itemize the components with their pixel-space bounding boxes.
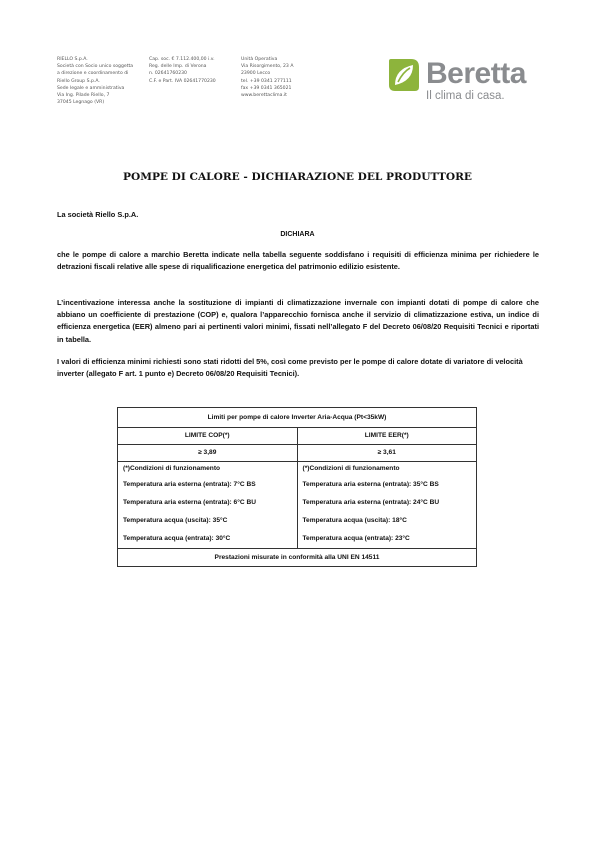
eer-condition: Temperatura acqua (entrata): 23°C (297, 530, 477, 548)
paragraph-incentive: L’incentivazione interessa anche la sostituzione di impianti di climatizzazione invernale con impianti dotati di pompe di calore che abbiano un coefficiente di prestazione (COP) e, qualora l’apparecchio fornisca anche il servizio di climatizzazione estiva, un indice di efficienza energetica (EER) almeno pari ai pertinenti valori minimi, fissati nell’allegato F del Decreto 06/08/20 Requisiti Tecnici e riportati in tabella. (57, 298, 539, 344)
cop-limit-header: LIMITE COP(*) (184, 432, 230, 439)
cop-condition: Temperatura acqua (uscita): 35°C (123, 517, 228, 524)
company-info-column (57, 56, 133, 106)
company-info-line: a direzione e coordinamento di (57, 71, 129, 77)
registration-info-line: Cap. soc. € 7.112.400,00 i.v. (149, 57, 215, 62)
table-header-row (118, 427, 476, 444)
table-row (118, 476, 476, 494)
contact-info-line: 23900 Lecco (241, 71, 271, 77)
eer-limit-header: LIMITE EER(*) (297, 428, 477, 444)
cop-condition: Temperatura aria esterna (entrata): 7°C BS (123, 481, 256, 488)
table-title-row (118, 408, 476, 427)
company-info-line: 37045 Legnago (VR) (57, 100, 105, 106)
company-info-line: Riello Group S.p.A. (57, 78, 100, 84)
conditions-label-row (118, 461, 476, 476)
contact-info-column (241, 56, 293, 99)
cop-condition: Temperatura acqua (entrata): 30°C (123, 535, 231, 542)
registration-info-line: Reg. delle Imp. di Verona (149, 64, 207, 70)
contact-info-line: fax +39 0341 365021 (241, 85, 292, 91)
eer-limit-value: ≥ 3,61 (297, 445, 477, 461)
company-info-line: RIELLO S.p.A. (57, 57, 88, 62)
registration-info-line: C.F. e Part. IVA 02641770230 (149, 78, 216, 84)
brand-name: Beretta (426, 57, 526, 90)
eer-condition: Temperatura aria esterna (entrata): 24°C BU (297, 494, 477, 512)
cop-conditions-label: (*)Condizioni di funzionamento (123, 465, 221, 472)
cop-condition: Temperatura aria esterna (entrata): 6°C BU (123, 499, 256, 506)
contact-info-line: www.berettaclima.it (241, 92, 287, 98)
registration-info-column (149, 56, 216, 85)
eer-condition: Temperatura acqua (uscita): 18°C (297, 512, 477, 530)
table-row (118, 512, 476, 530)
company-info-line: Società con Socio unico soggetta (57, 64, 134, 70)
table-values-row (118, 444, 476, 461)
table-footer: Prestazioni misurate in conformità alla UNI EN 14511 (214, 554, 380, 561)
contact-info-line: Via Risorgimento, 23 A (241, 64, 294, 70)
registration-info-line: n. 02641760230 (149, 71, 187, 77)
declaration-label: DICHIARA (280, 231, 315, 238)
eer-condition: Temperatura aria esterna (entrata): 35°C BS (297, 476, 477, 494)
table-footer-row (118, 548, 476, 566)
efficiency-limits-table (117, 407, 477, 567)
paragraph-efficiency: che le pompe di calore a marchio Beretta indicate nella tabella seguente soddisfano i requisiti di efficienza minima per richiedere le detrazioni fiscali relative alle spese di riqualificazione energetica del patrimonio edilizio esistente. (57, 250, 539, 272)
company-statement: La società Riello S.p.A. (57, 210, 139, 219)
cop-limit-value: ≥ 3,89 (198, 449, 217, 456)
table-row (118, 494, 476, 512)
contact-info-line: Unità Operativa (241, 57, 278, 62)
company-info-line: Sede legale e amministrativa (57, 85, 125, 91)
contact-info-line: tel. +39 0341 277111 (241, 78, 292, 84)
paragraph-inverter: I valori di efficienza minimi richiesti sono stati ridotti del 5%, così come previsto per le pompe di calore dotate di variatore di velocità inverter (allegato F art. 1 punto e) Decreto 06/08/20 Requisiti Tecnici). (57, 357, 523, 379)
brand-slogan: Il clima di casa. (426, 90, 505, 102)
beretta-leaf-icon (386, 57, 422, 93)
beretta-logo (386, 56, 546, 106)
table-title: Limiti per pompe di calore Inverter Aria-Acqua (Pt<35kW) (207, 414, 387, 421)
company-info-line: Via Ing. Pilade Riello, 7 (57, 92, 110, 98)
eer-conditions-label: (*)Condizioni di funzionamento (297, 462, 477, 476)
table-row (118, 530, 476, 548)
document-title: POMPE DI CALORE - DICHIARAZIONE DEL PRODUTTORE (123, 171, 472, 183)
